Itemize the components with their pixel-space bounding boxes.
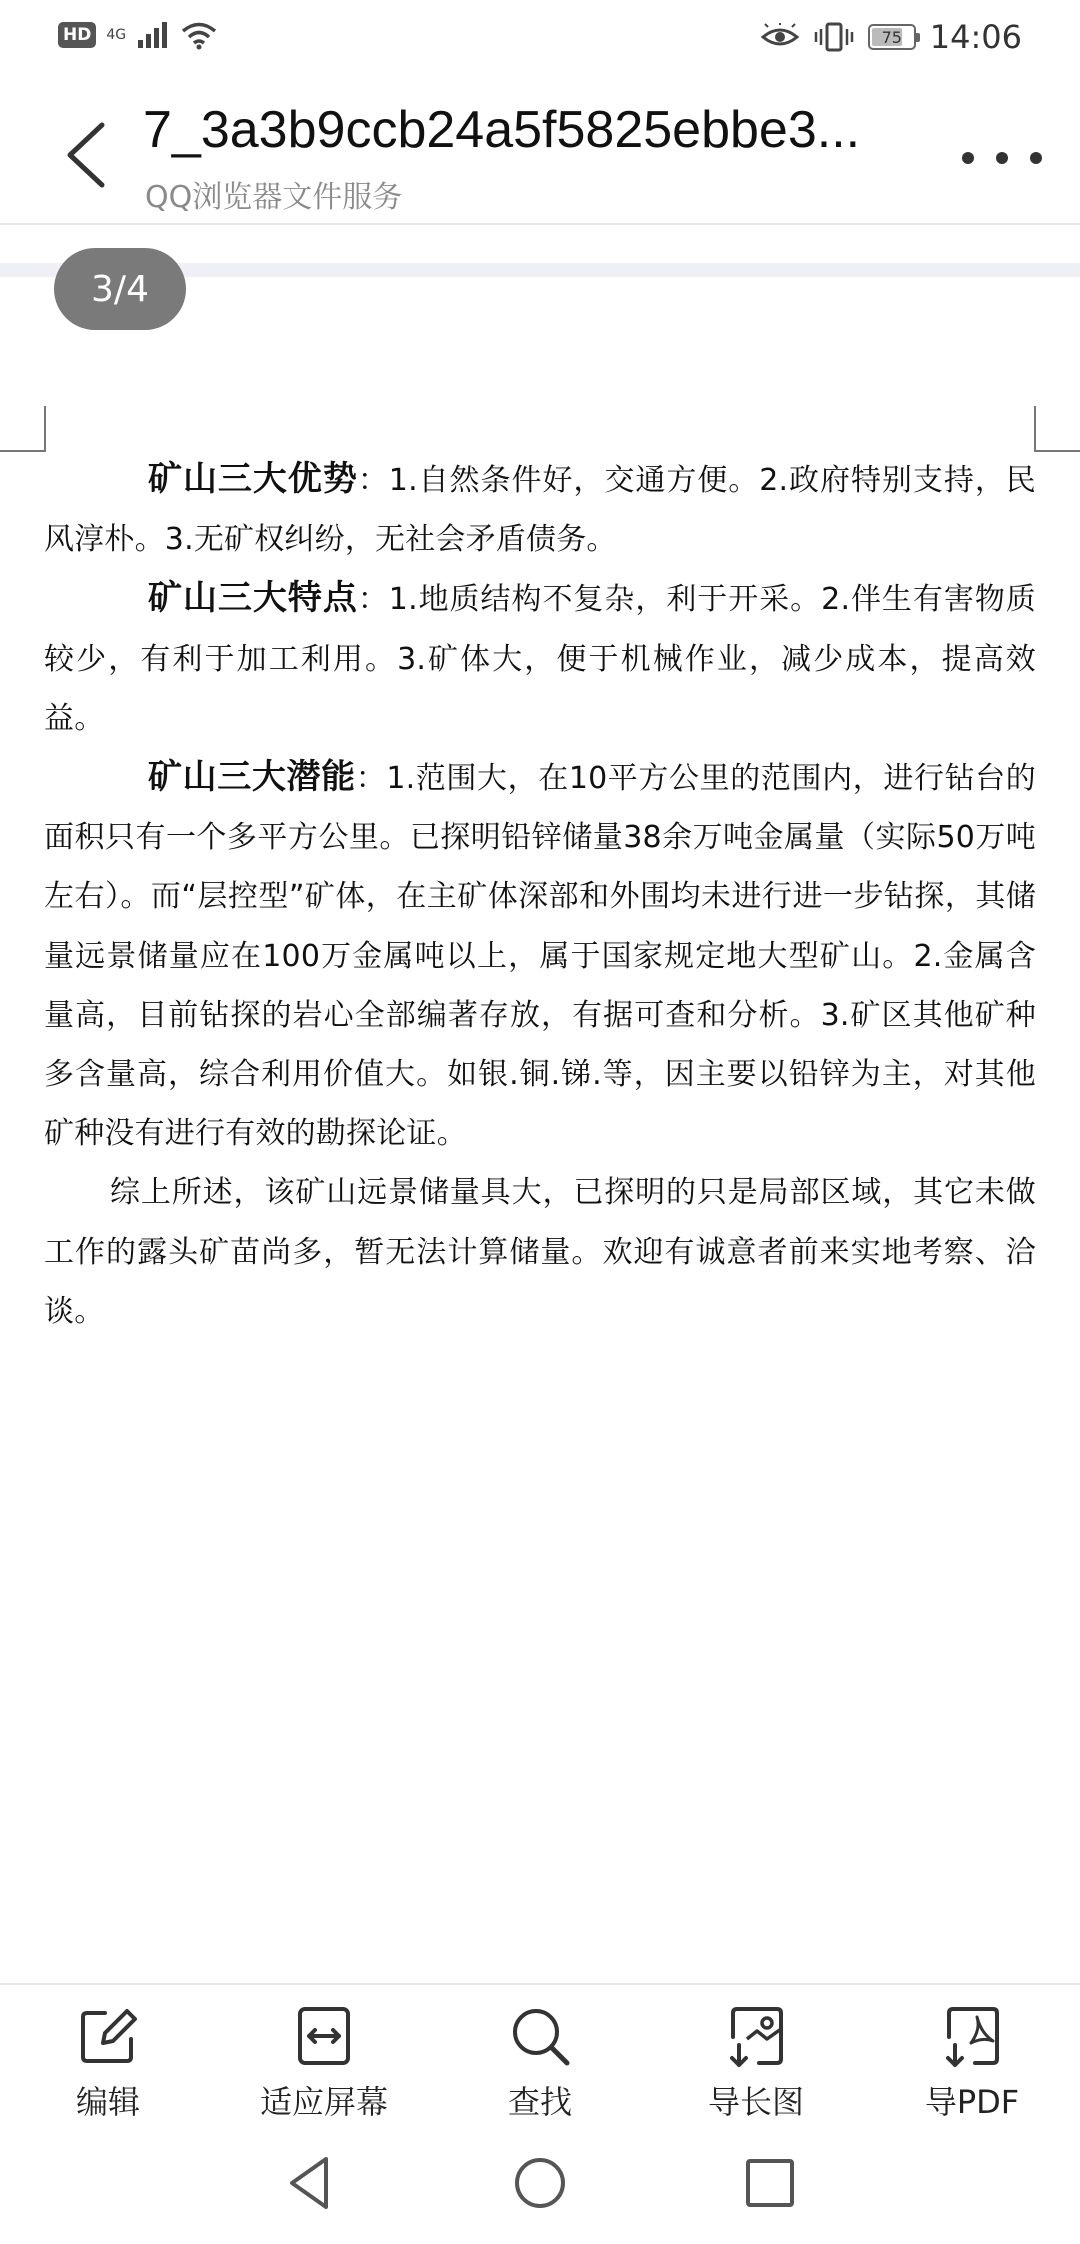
vibrate-icon (814, 21, 854, 53)
find-label: 查找 (507, 2083, 572, 2121)
paragraph-potential (44, 748, 1036, 1163)
fit-screen-label: 适应屏幕 (259, 2083, 388, 2121)
export-pdf-label: 导PDF (924, 2083, 1020, 2121)
export-pdf-button[interactable] (864, 1985, 1080, 2123)
heading-separator: ： (357, 582, 389, 618)
battery-level: 75 (881, 27, 902, 47)
paragraph-text: 综上所述，该矿山远景储量具大，已探明的只是局部区域，其它未做工作的露头矿苗尚多，暂无法计算储量。欢迎有诚意者前来实地考察、洽谈。 (44, 1175, 1036, 1329)
nav-back-icon[interactable] (278, 2151, 342, 2215)
paragraph-text: 1.范围大，在10平方公里的范围内，进行钻台的面积只有一个多平方公里。已探明铅锌储量38余万吨金属量（实际50万吨左右）。而“层控型”矿体，在主矿体深部和外围均未进行进一步钻探，其储量远景储量应在100万金属吨以上，属于国家规定地大型矿山。2.金属含量高，目前钻探的岩心全部编著存放，有据可查和分析。3.矿区其他矿种多含量高，综合利用价值大。如银.铜.锑.等，因主要以铅锌为主，对其他矿种没有进行有效的勘探论证。 (44, 761, 1036, 1152)
more-dots-icon (962, 152, 974, 164)
edit-icon (75, 2003, 141, 2069)
status-right (760, 18, 1022, 56)
system-nav-bar (0, 2123, 1080, 2244)
wifi-icon (180, 20, 218, 50)
network-type: 4G (106, 27, 127, 43)
fit-screen-icon (291, 2003, 357, 2069)
more-dots-icon (996, 152, 1008, 164)
document-title: 7_3a3b9ccb24a5f5825ebbe3... (143, 101, 861, 159)
edit-button[interactable] (0, 1985, 216, 2123)
heading-separator: ： (357, 463, 389, 498)
nav-recents-icon[interactable] (738, 2151, 802, 2215)
status-bar (0, 0, 1080, 80)
edit-label: 编辑 (75, 2083, 140, 2121)
search-icon (507, 2003, 573, 2069)
paragraph-text: 1.自然条件好，交通方便。2.政府特别支持，民风淳朴。3.无矿权纠纷，无社会矛盾债务。 (44, 463, 1036, 558)
bottom-toolbar (0, 1983, 1080, 2123)
paragraph-heading: 矿山三大潜能 (148, 757, 356, 798)
paragraph-heading: 矿山三大优势 (148, 459, 358, 499)
heading-separator: ： (355, 761, 387, 797)
clock: 14:06 (929, 18, 1022, 56)
fit-screen-button[interactable] (216, 1985, 432, 2123)
find-button[interactable] (432, 1985, 648, 2123)
export-long-image-label: 导长图 (707, 2083, 804, 2121)
paragraph-features (44, 569, 1036, 748)
more-options-button[interactable] (962, 138, 1042, 178)
battery-indicator (868, 24, 916, 50)
page-crop-mark-right (1034, 406, 1080, 452)
hd-badge: HD (58, 22, 96, 48)
paragraph-summary (44, 1163, 1036, 1341)
signal-icon (136, 20, 170, 50)
page-crop-mark-left (0, 406, 46, 452)
back-arrow-icon (52, 110, 122, 200)
pdf-icon (939, 2003, 1005, 2069)
eye-comfort-icon (760, 23, 800, 51)
document-source: QQ浏览器文件服务 (145, 180, 403, 215)
page-indicator: 3/4 (54, 248, 186, 330)
document-content[interactable] (44, 450, 1036, 1341)
paragraph-text: 1.地质结构不复杂，利于开采。2.伴生有害物质较少，有利于加工利用。3.矿体大，便于机械作业，减少成本，提高效益。 (44, 582, 1036, 736)
long-image-icon (723, 2003, 789, 2069)
more-dots-icon (1030, 152, 1042, 164)
paragraph-heading: 矿山三大特点 (148, 578, 358, 619)
paragraph-advantages (44, 450, 1036, 569)
nav-home-icon[interactable] (508, 2151, 572, 2215)
export-long-image-button[interactable] (648, 1985, 864, 2123)
back-button[interactable] (52, 110, 122, 200)
title-bar (0, 80, 1080, 225)
status-left (58, 20, 218, 50)
